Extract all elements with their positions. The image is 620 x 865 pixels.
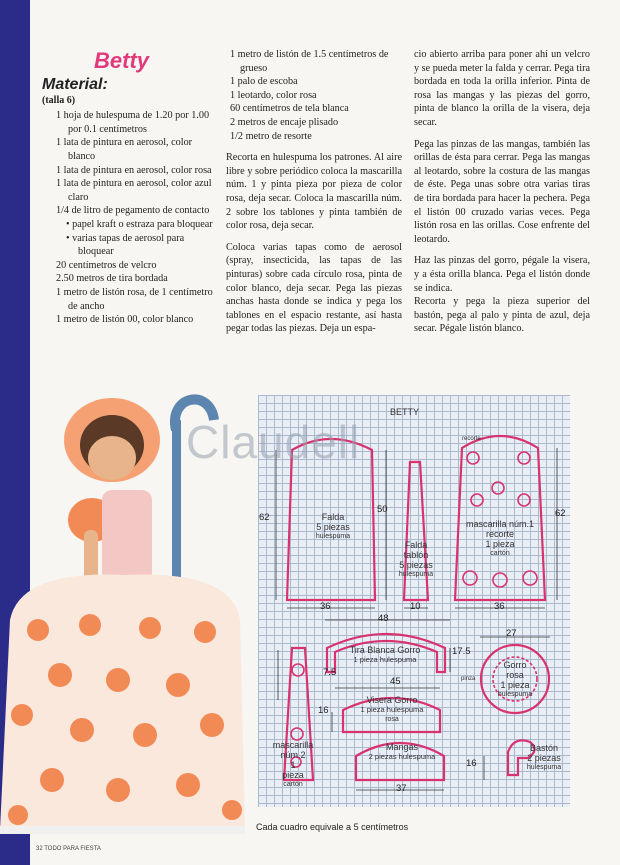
tira-label: Tira Blanca Gorro 1 pieza hulespuma	[349, 645, 421, 664]
material-item: 1 hoja de hulespuma de 1.20 por 1.00 por 0.1 centímetros	[56, 110, 210, 135]
mascarilla1-label: mascarilla núm.1 recorte 1 pieza cartón	[465, 519, 535, 557]
material-heading: Material:	[42, 76, 108, 93]
baston-label: Bastón 2 piezas hulespuma	[526, 743, 562, 771]
dim-62-left: 62	[259, 512, 270, 523]
dim-36-right: 36	[494, 601, 505, 612]
falda-label: Falda 5 piezas hulespuma	[315, 512, 351, 540]
dim-48: 48	[378, 613, 389, 624]
material-item: 1 metro de listón 00, color blanco	[56, 314, 194, 326]
mascarilla1-piece	[455, 436, 545, 600]
dim-36-left: 36	[320, 601, 331, 612]
dim-16-left: 16	[318, 705, 329, 716]
material-item: 1 palo de escoba	[230, 76, 298, 88]
recorte-note: recorte	[462, 436, 481, 442]
pinza-label: pinza	[461, 676, 476, 682]
dimension-lines	[276, 448, 557, 790]
material-item: 1 metro de listón de 1.5 centímetros de grueso	[230, 49, 389, 74]
paragraph: Recorta y pega la pieza superior del bastón, pega al palo y pinta de azul, deja secar. Pégale listón blanco.	[414, 296, 590, 335]
dim-16-right: 16	[466, 758, 477, 769]
paragraph: Haz las pinzas del gorro, pégale la visera, y a ésta orilla blanca. Pega el listón donde se indica.	[414, 255, 590, 294]
paragraph: Coloca varias tapas como de aerosol (spray, insecticida, las tapas de las pinturas) sobre cada círculo rosa, pinta de color blanco, deja secar. Pega las piezas anchas hasta donde se indica y pega los tablones en el espacio restante, así hasta pegar todas las piezas. Deja un espa-	[226, 241, 402, 335]
dim-45: 45	[390, 676, 401, 687]
size-label: (talla 6)	[42, 94, 76, 106]
page-footer: 32 TODO PARA FIESTA	[36, 846, 101, 852]
watermark: Claudell	[186, 416, 361, 468]
material-item: 1 metro de listón rosa, de 1 centímetro de ancho	[56, 286, 213, 312]
mangas-label: Mangas 2 piezas hulespuma	[368, 742, 436, 761]
dim-62-right: 62	[555, 508, 566, 519]
material-item: 1 lata de pintura en aerosol, color rosa	[56, 164, 212, 176]
dim-7-5: 7.5	[323, 667, 337, 678]
dim-37: 37	[396, 783, 407, 794]
material-item: 1 lata de pintura en aerosol, color blanco	[56, 137, 193, 162]
material-item: 1 lata de pintura en aerosol, color azul claro	[56, 178, 212, 203]
material-item: 1/2 metro de resorte	[230, 130, 312, 142]
paragraph: Recorta en hulespuma los patrones. Al aire libre y sobre periódico coloca la mascarilla núm. 1 y pinta pieza por pieza de color rosa, deja secar. Coloca la mascarilla núm. 2 sobre los tablones y pinta también de color rosa, deja secar.	[226, 152, 402, 232]
material-item: 20 centímetros de velcro	[56, 259, 157, 271]
pattern-header: BETTY	[390, 407, 420, 417]
mascarilla2-label: mascarilla núm.2 1 pieza cartón	[272, 740, 314, 788]
material-item: 2 metros de encaje plisado	[230, 116, 339, 128]
dim-50: 50	[377, 504, 388, 515]
gorro-label: Gorro rosa 1 pieza hulespuma	[497, 660, 533, 698]
dim-27: 27	[506, 628, 517, 639]
paragraph: Pega las pinzas de las mangas, también las orillas de ésta para cerrar. Pega las mangas al leotardo, sobre la costura de las mangas de éste. Pega unas sobre otra varias tiras de tira bordada para hacer la pechera. Pega el listón 00 cruzado varias veces. Pega listón rosa en las orillas. Cose enfrente del leotardo.	[414, 138, 590, 245]
material-item: 2.50 metros de tira bordada	[56, 273, 168, 285]
material-item: 1/4 de litro de pegamento de contacto	[56, 205, 210, 217]
tablon-label: Falda tablón 5 piezas hulespuma	[398, 540, 434, 578]
material-item: • papel kraft o estraza para bloquear	[42, 218, 220, 232]
scale-caption: Cada cuadro equivale a 5 centímetros	[256, 822, 409, 832]
dim-10: 10	[410, 601, 421, 612]
dim-17-5: 17.5	[452, 646, 471, 657]
material-item: • varias tapas de aerosol para bloquear	[42, 232, 220, 259]
visera-label: Visera Gorro 1 pieza hulespuma rosa	[360, 695, 424, 723]
material-item: 1 leotardo, color rosa	[230, 89, 317, 101]
material-item: 60 centímetros de tela blanca	[230, 103, 349, 115]
recipe-title: Betty	[94, 48, 150, 73]
paragraph: cio abierto arriba para poner ahí un velcro y se pueda meter la falda y cerrar. Pega tira bordada en toda la orilla inferior. Pinta de rosa las mangas y las piezas del gorro, pinta de blanco la orilla de la visera, deja secar.	[414, 49, 590, 128]
